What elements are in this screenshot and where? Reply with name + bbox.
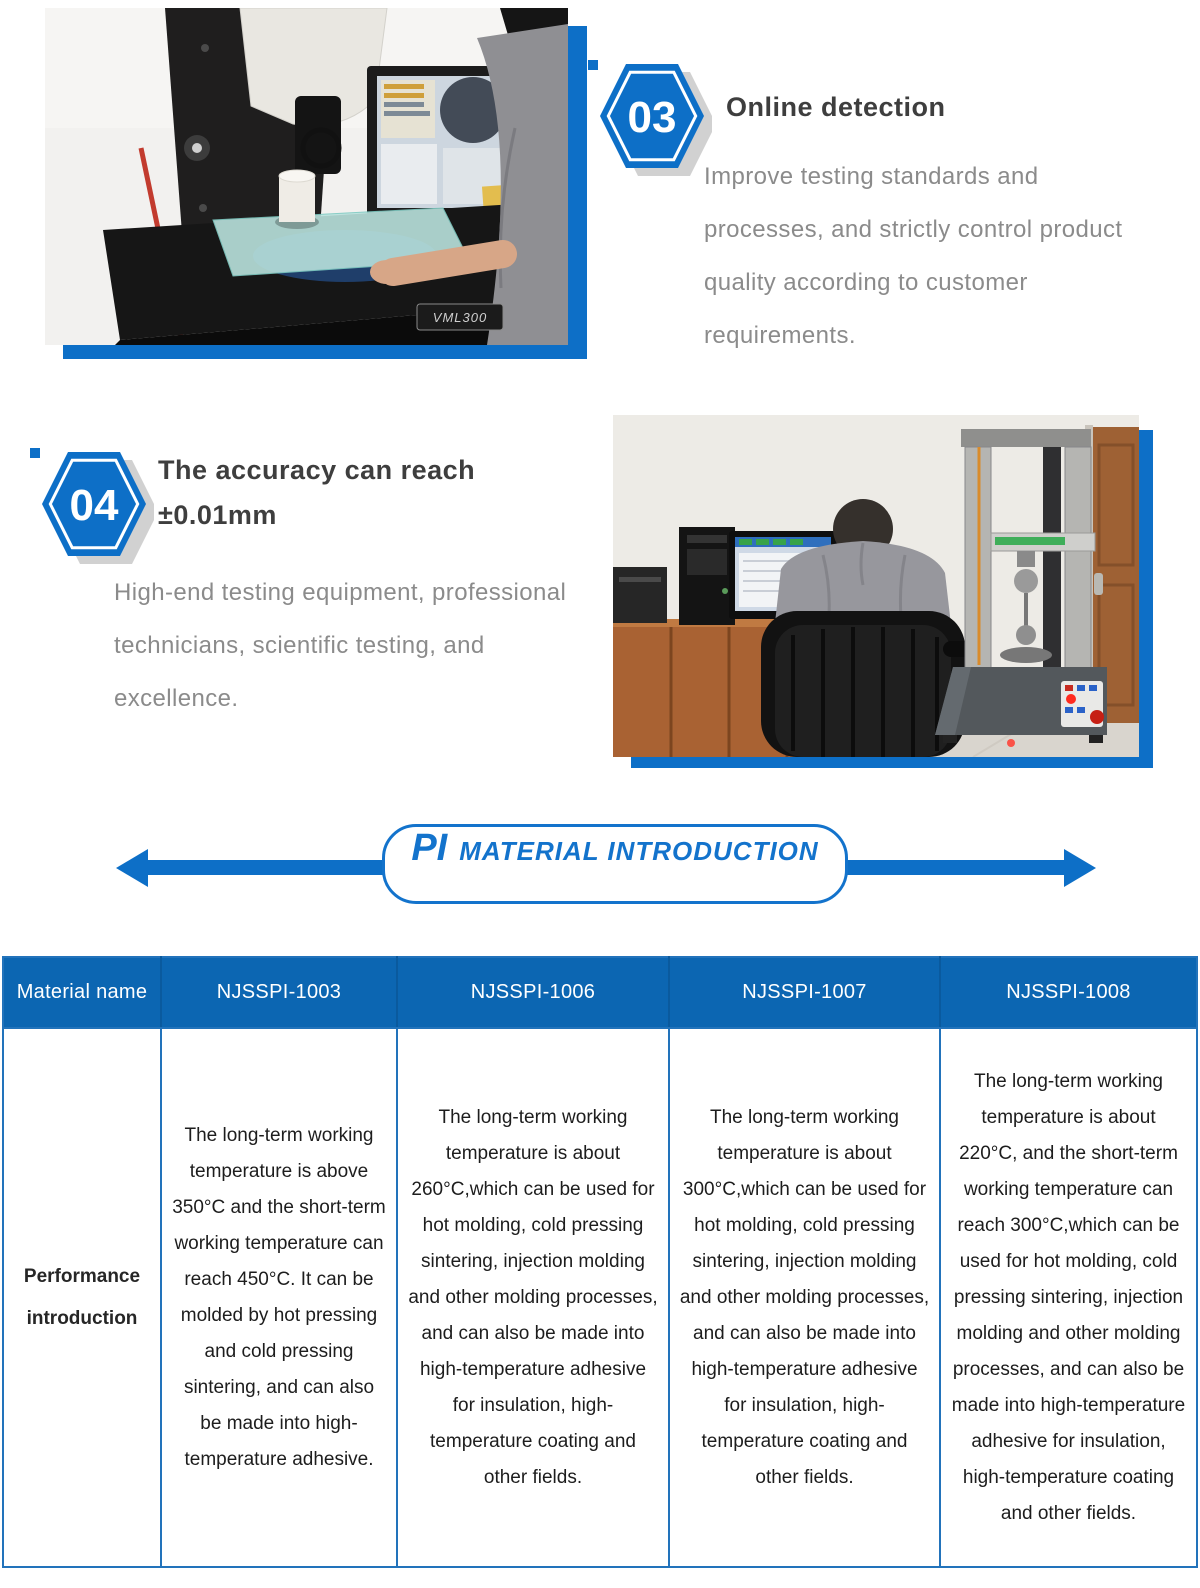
machine-label-text: VML300	[432, 310, 488, 325]
badge-04-square-accent	[30, 448, 40, 458]
machine-right-column	[1065, 447, 1091, 669]
row-label-performance-introduction: Performance introduction	[3, 1028, 161, 1567]
printer	[613, 567, 667, 623]
photo-tensile-testing-lab	[613, 415, 1139, 757]
grip-fixture	[1014, 569, 1038, 593]
banner-left-arrow-shaft	[146, 860, 386, 875]
header-material-name: Material name	[3, 957, 161, 1028]
sample-part	[279, 176, 315, 222]
operator-arm	[393, 254, 503, 272]
indicator-light	[1066, 694, 1076, 704]
section-04-description: High-end testing equipment, professional technicians, scientific testing, and excellence.	[114, 579, 567, 712]
badge-03-square-accent	[588, 60, 598, 70]
badge-03	[588, 60, 712, 185]
cell-njsspi-1006-performance: The long-term working temperature is about 260°C,which can be used for hot molding, cold pressing sintering, injection molding and other molding processes, and can also be made into high-temperature adhesive for insulation, high-temperature coating and other fields.	[397, 1028, 669, 1567]
banner-pill	[382, 824, 848, 904]
banner-prefix: PI	[411, 827, 448, 869]
banner-title: MATERIAL INTRODUCTION	[459, 836, 819, 866]
cell-njsspi-1003-performance: The long-term working temperature is above 350°C and the short-term working temperature can reach 450°C. It can be molded by hot pressing and cold pressing sintering, and can also be made into high-temperature adhesive.	[161, 1028, 397, 1567]
banner-right-arrow-shaft	[842, 860, 1066, 875]
banner-left-arrowhead	[116, 849, 148, 887]
cell-njsspi-1008-performance: The long-term working temperature is about 220°C, and the short-term working temperature can reach 300°C,which can be used for hot molding, cold pressing sintering, injection molding and other molding processes, and can also be made into high-temperature adhesive for insulation, high-temperature coating and other fields.	[940, 1028, 1197, 1567]
badge-04	[30, 448, 154, 573]
section-03-description: Improve testing standards and processes, and strictly control product quality according to customer requirements.	[704, 163, 1123, 349]
header-njsspi-1008: NJSSPI-1008	[940, 957, 1197, 1028]
badge-03-number: 03	[627, 93, 677, 142]
emergency-stop	[1090, 710, 1104, 724]
photo2-scene	[613, 415, 1139, 757]
laser-dot	[1007, 739, 1015, 747]
table-header-row	[3, 957, 1197, 1028]
photo1-scene	[45, 8, 568, 345]
cell-njsspi-1007-performance: The long-term working temperature is about 300°C,which can be used for hot molding, cold pressing sintering, injection molding and other molding processes, and can also be made into high-temperature adhesive for insulation, high-temperature coating and other fields.	[669, 1028, 940, 1567]
photo-video-measuring-machine	[45, 8, 568, 345]
section-03-title: Online detection	[726, 92, 946, 122]
header-njsspi-1006: NJSSPI-1006	[397, 957, 669, 1028]
banner-right-arrowhead	[1064, 849, 1096, 887]
header-njsspi-1007: NJSSPI-1007	[669, 957, 940, 1028]
door-handle	[1094, 573, 1103, 595]
badge-04-number: 04	[69, 481, 119, 530]
section-04-title	[158, 448, 598, 538]
table-row-performance	[3, 1028, 1197, 1567]
material-table	[2, 956, 1198, 1568]
machine-top-beam	[961, 429, 1091, 447]
header-njsspi-1003: NJSSPI-1003	[161, 957, 397, 1028]
section-04-title-line1: The accuracy can reach	[158, 455, 476, 485]
section-04-title-line2: ±0.01mm	[158, 500, 277, 530]
